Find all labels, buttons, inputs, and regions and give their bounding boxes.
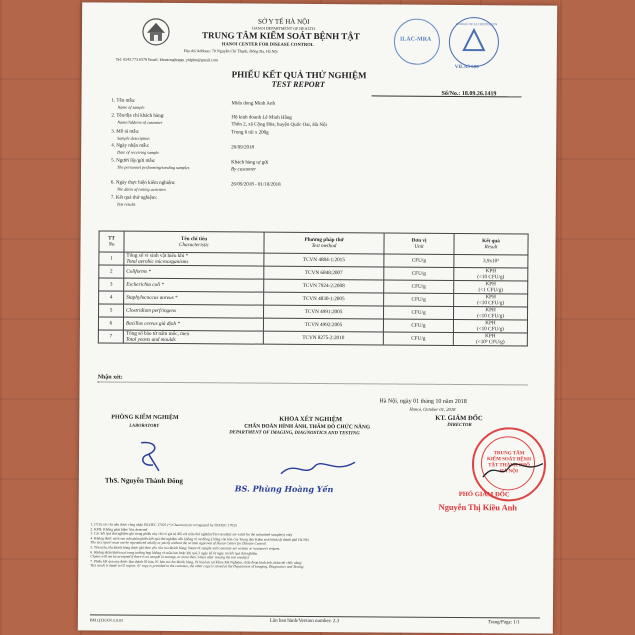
info-6-value: 26/09/2018 - 01/10/2018 [230, 182, 281, 188]
director-title-en: DIRECTOR [447, 422, 472, 429]
table-row: 5 Clostridium perfringens TCVN 4991:2005 CFU/g KPH (<10 CFU/g) [99, 304, 528, 320]
footer-rule [90, 614, 540, 618]
info-1-label-en: Name of sample [117, 104, 145, 110]
lab-title-en: LABORATORY [129, 422, 160, 428]
center-name-en: HANOI CENTER FOR DISEASE CONTROL [221, 41, 314, 47]
hanoi-cdc-logo-icon [142, 17, 170, 47]
info-5-value-en: By customer [231, 167, 256, 173]
info-4-label-en: Date of receiving sample [117, 149, 159, 155]
info-3-value: Trọng 6 túi x 200g [231, 130, 269, 136]
header-characteristic: Tên chỉ tiêu Characteristic [124, 231, 264, 253]
lab-signer: ThS. Nguyễn Thành Đông [104, 476, 183, 486]
footer-page: Trang/Page: 1/1 [487, 620, 520, 626]
center-name: TRUNG TÂM KIỂM SOÁT BỆNH TẬT [201, 30, 360, 42]
lab-title: PHÒNG KIỂM NGHIỆM [111, 414, 179, 422]
official-stamp: TRUNG TÂM KIỂM SOÁT BỆNH TẬT THÀNH PHỐ HÀ NỘI [472, 427, 547, 502]
table-row: 7 Tổng số bào tử nấm mốc, men Total yeasts and moulds TCVN 8275-2:2010 CFU/g KPH (<10² CFU/g) [98, 330, 527, 346]
ministry-name: SỞ Y TẾ HÀ NỘI [258, 17, 310, 26]
info-2-label-en: Name/Address of customer [117, 119, 163, 125]
director-title: KT. GIÁM ĐỐC [435, 414, 483, 423]
results-table [98, 230, 529, 346]
info-4-value: 26/09/2018 [231, 145, 254, 151]
table-row: 1 Tổng số vi sinh vật hiếu khí * Total aerobic microorganisms TCVN 4884-1:2015 CFU/g 3,9x10³ [99, 252, 528, 268]
info-6-label: 6. Ngày thực hiện kiểm nghiệm: [110, 180, 176, 187]
info-2-value: Hộ kinh doanh Lê Minh Hằng [231, 115, 292, 121]
info-7-label: 7. Kết quả thử nghiệm: [110, 195, 158, 201]
table-row: 4 Staphylococcus aureus * TCVN 4830-1:2005 CFU/g KPH (<10 CFU/g) [99, 291, 528, 307]
vilas-code: VILAS 599 [454, 64, 479, 71]
date-line-en: Hanoi, October 01, 2018 [409, 406, 456, 412]
test-report-paper [78, 2, 557, 633]
dept-title-en: DEPARTMENT OF IMAGING, DIAGNOSTICS AND TESTING [229, 430, 360, 437]
boa-seal: BUREAU OF ACCREDITATION [449, 17, 499, 67]
header-unit: Đơn vị Unit [384, 233, 454, 254]
deputy-director-title: PHÓ GIÁM ĐỐC [458, 490, 510, 499]
info-3-label-en: Sample description [117, 135, 150, 141]
center-address: Địa chỉ/Address: 70 Nguyễn Chí Thanh, Đống Đa, Hà Nội [183, 48, 278, 54]
remarks-label: Nhận xét: [97, 374, 123, 381]
info-1-value: Miến dong Minh Anh [231, 101, 275, 107]
dept-title-2: CHẨN ĐOÁN HÌNH ẢNH, THĂM DÒ CHỨC NĂNG [244, 423, 371, 431]
dept-title: KHOA XÉT NGHIỆM [279, 415, 343, 424]
table-row: 6 Bacillus cereus giả định * TCVN 4992:2005 CFU/g KPH (<10 CFU/g) [98, 317, 527, 333]
footer-code: BM.QT.KXN.5.9.03 [89, 617, 123, 623]
info-3-label: 3. Mô tả mẫu: [111, 129, 140, 135]
info-4-label: 4. Ngày nhận mẫu: [111, 143, 150, 149]
table-row: 3 Escherichia coli * TCVN 7924-2:2008 CFU/g KPH (<1 CFU/g) [99, 278, 528, 294]
ilac-mra-seal: ILAC-MRA [394, 19, 440, 65]
info-2-label: 2. Tên/địa chỉ khách hàng: [111, 113, 165, 119]
lab-signature [129, 435, 179, 475]
info-5-label-en: The personnel performing/sending samples [117, 164, 190, 171]
info-1-label: 1. Tên mẫu: [111, 98, 136, 104]
footnotes: 1. (*) là các chỉ tiêu được công nhận ISO/IEC 17025 (*) Characteristic recognized by ISO/IEC 17025 2. KPH: Không phát hiện/ Not detected 3. Các kết quả thử nghiệm ghi trong phiếu này chỉ có giá trị đối với mẫu thử nghiệm/Test result(s) are valid for the submitted sample(s) only 4. Không được trích sao một phần phiếu kết quả thử nghiệm nếu không có sự đồng ý bằng văn bản của Trung tâm Kiểm soát bệnh tật thành phố Hà Nội The test report must not be reproduced wholly or partly without the written approval of Hanoi Center for Disease Control. 5. Tên mẫu, tên khách hàng được ghi theo yêu cầu của khách hàng/ Name of sample and customer are written as customer's request. 6. Không nhận khiếu nại trong trường hợp không có mẫu lưu hoặc khi quá 3 ngày kể từ ngày trả kết quả thử nghiệm Claims will not be accepted if there is no sample in storage, or more than 3 days after issuing the test result(s) 7. Phiếu kết quả này được làm thành 02 bản, 01 bản trả cho khách hàng, 01 bản lưu tại Khoa Xét Nghiệm, chẩn đoán hình ảnh, thăm dò chức năng/ Test result is made in 02 copies: 01 copy is provided to the customer, the other copy is stored at the Department of Imaging, Diagnostics and Testing [90, 522, 309, 570]
table-header-row [99, 231, 528, 255]
info-7-label-en: Test results [116, 201, 136, 207]
ministry-name-en: HANOI DEPARTMENT OF HEALTH [252, 25, 315, 31]
date-line: Hà Nội, ngày 01 tháng 10 năm 2018 [379, 398, 467, 406]
footer-version: Lần ban hành/Version number: 2.3 [269, 618, 340, 625]
info-5-label: 5. Người lấy/gửi mẫu: [111, 158, 156, 164]
info-5-value: Khách hàng tự gửi [231, 160, 269, 166]
dept-signer: BS. Phùng Hoàng Yến [234, 483, 334, 495]
dept-signature [275, 452, 365, 483]
table-row: 2 Coliforms * TCVN 6848:2007 CFU/g KPH (<10 CFU/g) [99, 265, 528, 281]
info-6-label-en: The dates of testing activities [116, 186, 166, 192]
header-test-method: Phương pháp thử Test method [264, 232, 384, 254]
report-number: Số/No.: 18.09.26.1419 [441, 90, 497, 98]
report-title: PHIẾU KẾT QUẢ THỬ NGHIỆM [231, 69, 367, 81]
director-signature [479, 455, 549, 485]
info-2-value-address: Thôn 2, xã Cộng Hòa, huyện Quốc Oai, Hà Nội [231, 122, 327, 129]
report-number-underline [372, 95, 522, 97]
center-contact: Tel: 0243.773.0578 Email: khoatonghopgs_ytdphn@gmail.com [115, 56, 218, 63]
header-no: TT No [99, 231, 124, 252]
header-result: Kết quả Result [454, 233, 528, 255]
report-title-en: TEST REPORT [271, 79, 325, 90]
director-signer: Nguyễn Thị Kiều Anh [438, 502, 517, 513]
remarks-line [98, 381, 528, 385]
